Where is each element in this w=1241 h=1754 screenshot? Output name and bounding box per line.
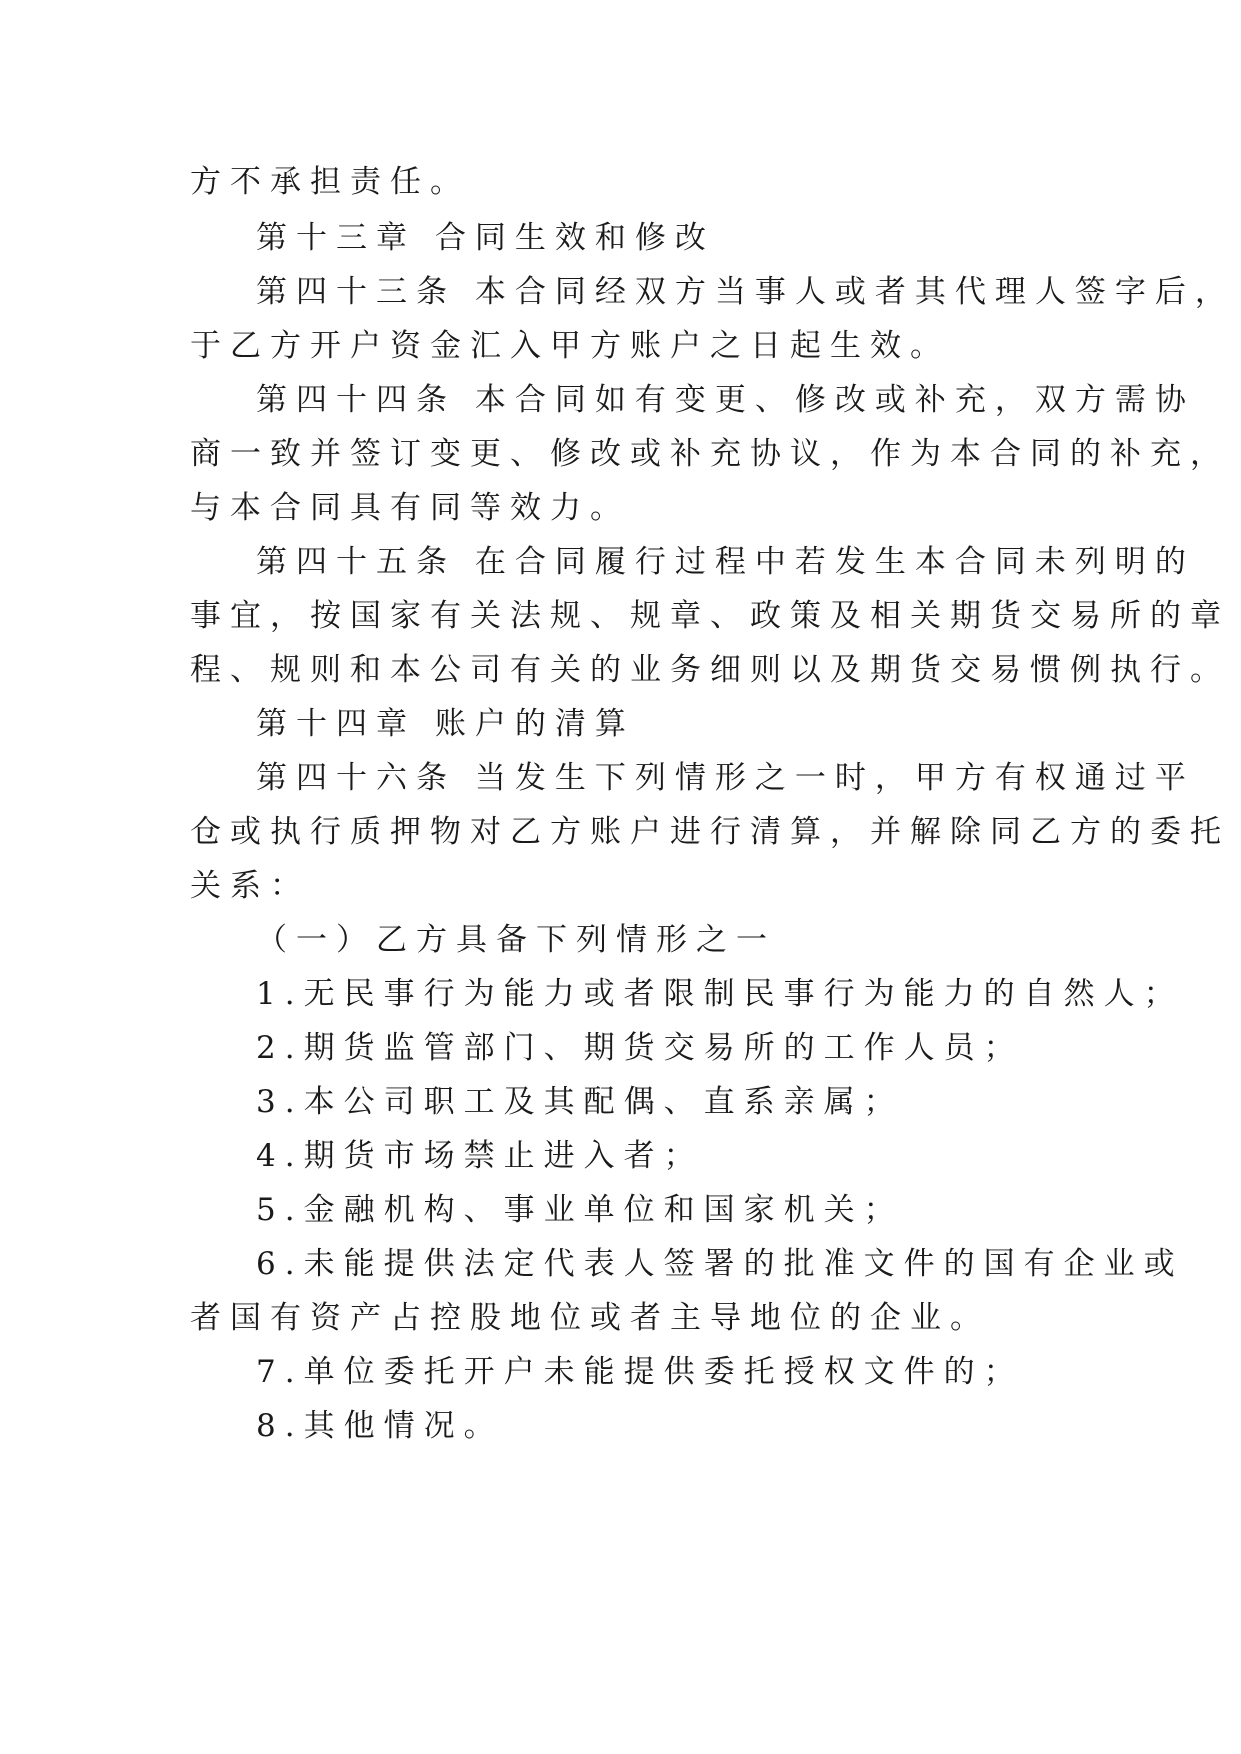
article-46-line-1: 第四十六条 当发生下列情形之一时，甲方有权通过平: [256, 760, 1195, 796]
chapter-14-heading: 第十四章 账户的清算: [256, 706, 635, 742]
article-46-line-3: 关系：: [190, 868, 310, 904]
list-item-2: 2.期货监管部门、期货交易所的工作人员；: [256, 1030, 1024, 1066]
list-item-3: 3.本公司职工及其配偶、直系亲属；: [256, 1084, 904, 1120]
article-46-line-2: 仓或执行质押物对乙方账户进行清算，并解除同乙方的委托: [190, 814, 1230, 850]
article-44-line-2: 商一致并签订变更、修改或补充协议，作为本合同的补充，: [190, 436, 1230, 472]
list-item-1: 1.无民事行为能力或者限制民事行为能力的自然人；: [256, 976, 1184, 1012]
list-item-5: 5.金融机构、事业单位和国家机关；: [256, 1192, 904, 1228]
text-line-continuation: 方不承担责任。: [190, 164, 470, 200]
chapter-13-heading: 第十三章 合同生效和修改: [256, 220, 715, 256]
article-45-line-1: 第四十五条 在合同履行过程中若发生本合同未列明的: [256, 544, 1195, 580]
article-45-line-3: 程、规则和本公司有关的业务细则以及期货交易惯例执行。: [190, 652, 1230, 688]
article-44-line-3: 与本合同具有同等效力。: [190, 490, 630, 526]
list-item-6-line-1: 6.未能提供法定代表人签署的批准文件的国有企业或: [256, 1246, 1184, 1282]
article-45-line-2: 事宜，按国家有关法规、规章、政策及相关期货交易所的章: [190, 598, 1230, 634]
article-43-line-2: 于乙方开户资金汇入甲方账户之日起生效。: [190, 328, 950, 364]
list-item-7: 7.单位委托开户未能提供委托授权文件的；: [256, 1354, 1024, 1390]
article-43-line-1: 第四十三条 本合同经双方当事人或者其代理人签字后，: [256, 274, 1235, 310]
list-item-4: 4.期货市场禁止进入者；: [256, 1138, 704, 1174]
clause-1-heading: （一）乙方具备下列情形之一: [256, 922, 776, 958]
article-44-line-1: 第四十四条 本合同如有变更、修改或补充，双方需协: [256, 382, 1195, 418]
list-item-8: 8.其他情况。: [256, 1408, 504, 1444]
list-item-6-line-2: 者国有资产占控股地位或者主导地位的企业。: [190, 1300, 990, 1336]
